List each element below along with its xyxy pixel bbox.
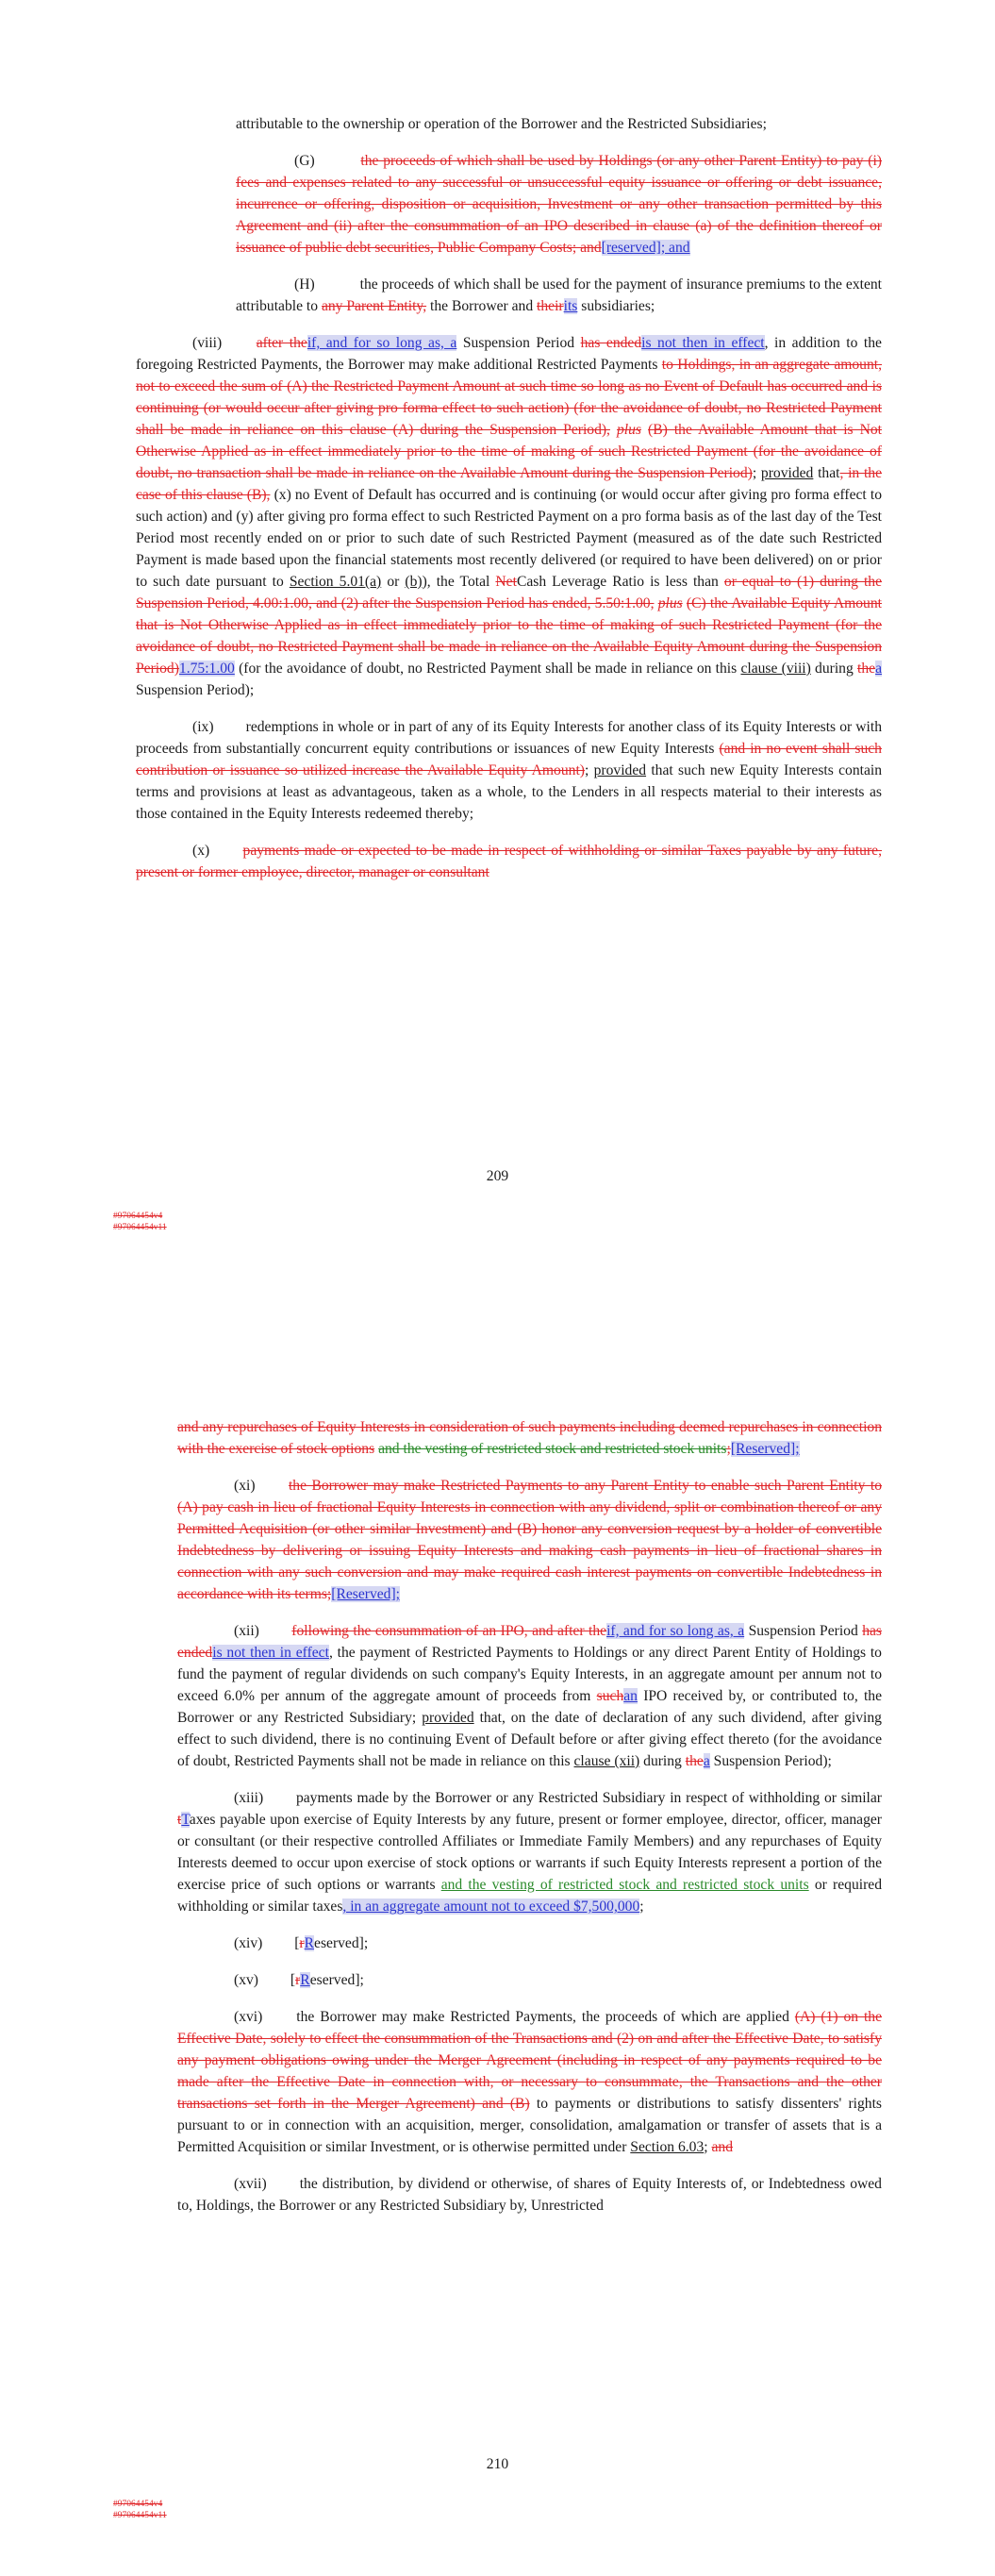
deleted-text: plus bbox=[617, 422, 641, 438]
clause-number: (viii) bbox=[192, 335, 223, 351]
text: that such new Equity Interests contain terms and provisions at least as advantageous, taken as a whole, to the Lenders in all respects material to their interests as those contained in the Equity Interests redeemed thereby; bbox=[136, 762, 883, 822]
text: the Borrower and bbox=[430, 298, 534, 314]
inserted-text: a bbox=[875, 661, 882, 677]
deleted-text: , in the case of this clause (B), bbox=[136, 465, 883, 503]
clause-number: (xvi) bbox=[234, 2009, 263, 2025]
deleted-text: t bbox=[177, 1812, 182, 1828]
defined-term: provided bbox=[422, 1710, 474, 1726]
inserted-text: R bbox=[304, 1935, 315, 1951]
deleted-text: (B) the Available Amount that is Not Otherwise Applied as in effect immediately prior to the time of making of such Restricted Payment (for the avoidance of doubt, no transaction shall be made in reliance on the Available Amount during the Suspension Period) bbox=[136, 422, 882, 481]
deleted-text: the Borrower may make Restricted Payments to any Parent Entity to enable such Parent Entity to (A) pay cash in lieu of fractional Equity Interests in connection with any dividend, split or combination thereof or any Permitted Acquisition (or other similar Investment) and (B) honor any conversion request by a holder of convertible Indebtedness by delivering or issuing Equity Interests and making cash payments in lieu of fractional shares in connection with any such conversion and may make required cash interest payments on convertible Indebtedness in accordance with its terms; bbox=[177, 1478, 882, 1602]
text: the proceeds of which shall be used for the payment of insurance premiums to the extent attributable to bbox=[236, 276, 882, 314]
deleted-text: r bbox=[299, 1935, 305, 1951]
document-footer bbox=[113, 2499, 167, 2521]
inserted-text: 1.75:1.00 bbox=[178, 661, 235, 677]
clause-xvi bbox=[177, 2006, 882, 2158]
text: Cash Leverage Ratio is less than bbox=[516, 574, 719, 590]
text: Suspension Period bbox=[462, 335, 575, 351]
paragraph-top bbox=[236, 113, 882, 135]
footer-line: #97064454v11 bbox=[113, 1223, 167, 1232]
text: [ bbox=[290, 1972, 296, 1988]
deleted-text: (C) the Available Equity Amount that is Not Otherwise Applied as in effect immediately prior to the time of making of such Restricted Payment (for the avoidance of doubt, no Restricted Payment shall be made in reliance on the Available Equity Amount during the Suspension Period) bbox=[136, 595, 882, 677]
moved-text: and the vesting of restricted stock and restricted stock units bbox=[440, 1877, 809, 1893]
text: ), the Total bbox=[422, 574, 490, 590]
inserted-text: is not then in effect bbox=[641, 335, 765, 351]
deleted-text: Net bbox=[495, 574, 517, 590]
clause-reference: clause (xii) bbox=[573, 1753, 640, 1769]
inserted-text: [Reserved]; bbox=[730, 1441, 800, 1457]
deleted-text: and bbox=[711, 2139, 734, 2155]
deleted-text: their bbox=[537, 298, 564, 314]
clause-number: (ix) bbox=[192, 719, 214, 735]
defined-term: provided bbox=[760, 465, 814, 481]
document-footer bbox=[113, 1211, 167, 1233]
inserted-text: if, and for so long as, a bbox=[307, 335, 457, 351]
text: axes payable upon exercise of Equity Interests by any future, present or former employee, director, officer, manager or consultant (or their respective controlled Affiliates or Immediate Family Members) and any repurchases of Equity Interests deemed to occur upon exercise of stock options or warrants if such Equity Interests represent a portion of the exercise price of such options or warrants bbox=[177, 1812, 882, 1893]
clause-xvii bbox=[177, 2173, 882, 2216]
text: Suspension Period); bbox=[713, 1753, 832, 1769]
deleted-text: or equal to (1) during the Suspension Period, 4.00:1.00, and (2) after the Suspension Period has ended, 5.50:1.00, bbox=[136, 574, 882, 611]
deleted-text: such bbox=[596, 1688, 624, 1704]
inserted-text: is not then in effect bbox=[212, 1645, 329, 1661]
clause-G bbox=[236, 150, 882, 259]
footer-line: #97064454v4 bbox=[113, 2500, 163, 2509]
deleted-text: payments made or expected to be made in respect of withholding or similar Taxes payable by any future, present or former employee, director, manager or consultant bbox=[136, 843, 882, 880]
clause-number: (xii) bbox=[234, 1623, 259, 1639]
text: attributable to the ownership or operation of the Borrower and the Restricted Subsidiaries; bbox=[236, 116, 767, 132]
text: IPO received by, or contributed to, the Borrower or any Restricted Subsidiary; bbox=[177, 1688, 882, 1726]
inserted-text: an bbox=[623, 1688, 638, 1704]
text: eserved]; bbox=[314, 1935, 369, 1951]
clause-xii bbox=[177, 1620, 882, 1772]
section-reference: Section 6.03 bbox=[630, 2139, 705, 2155]
clause-viii bbox=[136, 332, 882, 701]
deleted-text: (A) (1) on the Effective Date, solely to effect the consummation of the Transactions and (2) on and after the Effective Date, to satisfy any payment obligations owing under the Merger Agreement (including in respect of any payments required to be made after the Effective Date in connection with, or necessary to consummate, the Transactions and the other transactions set forth in the Merger Agreement) and (B) bbox=[177, 2009, 883, 2112]
deleted-text: after the bbox=[256, 335, 307, 351]
clause-xv bbox=[177, 1969, 882, 1991]
deleted-text: to Holdings, in an aggregate amount, not to exceed the sum of (A) the Restricted Payment Amount at such time so long as no Event of Default has occurred and is continuing (or would occur after giving pro forma effect to such action) (for the avoidance of doubt, no Restricted Payment shall be made in reliance on this clause (A) during the Suspension Period), bbox=[136, 357, 883, 438]
page-210 bbox=[0, 1288, 995, 2576]
clause-reference: clause (viii) bbox=[740, 661, 811, 677]
text: that, on the date of declaration of any such dividend, after giving effect to such dividend, there is no continuing Event of Default before or after giving effect thereto (for the avoidance of doubt, Restricted Payments shall not be made in reliance on this bbox=[177, 1710, 882, 1769]
text: during bbox=[815, 661, 854, 677]
deleted-text: ; bbox=[726, 1441, 731, 1457]
clause-number: (xiv) bbox=[234, 1935, 263, 1951]
clause-number: (xiii) bbox=[234, 1790, 264, 1806]
text: or bbox=[387, 574, 400, 590]
text: during bbox=[643, 1753, 682, 1769]
text: [ bbox=[294, 1935, 300, 1951]
moved-text: and the vesting of restricted stock and restricted stock units bbox=[378, 1441, 727, 1457]
deleted-text: the bbox=[685, 1753, 704, 1769]
clause-number: (xv) bbox=[234, 1972, 258, 1988]
clause-ix bbox=[136, 716, 882, 825]
deleted-text: any Parent Entity, bbox=[321, 298, 427, 314]
text: Suspension Period bbox=[748, 1623, 858, 1639]
page-number: 210 bbox=[486, 2456, 509, 2472]
text: payments made by the Borrower or any Restricted Subsidiary in respect of withholding or similar bbox=[295, 1790, 883, 1806]
section-reference: (b) bbox=[405, 574, 423, 590]
inserted-text: R bbox=[300, 1972, 310, 1988]
clause-number: (x) bbox=[192, 843, 210, 859]
inserted-text: , in an aggregate amount not to exceed $7,500,000 bbox=[342, 1899, 640, 1915]
deleted-text: the proceeds of which shall be used by Holdings (or any other Parent Entity) to pay (i) fees and expenses related to any successful or unsuccessful equity issuance or offering or debt issuance, incurrence or offering, disposition or acquisition, Investment or any other transaction permitted by this Agreement and (ii) after the consummation of an IPO described in clause (a) of the definition thereof or issuance of public debt securities, Public Company Costs; and bbox=[236, 153, 882, 256]
clause-xiv bbox=[177, 1932, 882, 1954]
defined-term: provided bbox=[593, 762, 647, 778]
clause-x bbox=[136, 840, 882, 883]
text: subsidiaries; bbox=[581, 298, 655, 314]
clause-xiii bbox=[177, 1787, 882, 1917]
deleted-text: has ended bbox=[580, 335, 642, 351]
clause-xi bbox=[177, 1475, 882, 1605]
deleted-text: has ended bbox=[177, 1623, 882, 1661]
clause-number: (H) bbox=[294, 276, 315, 293]
footer-line: #97064454v4 bbox=[113, 1212, 163, 1221]
clause-number: (G) bbox=[294, 153, 315, 169]
text: ; bbox=[584, 762, 589, 778]
deleted-text: and any repurchases of Equity Interests in consideration of such payments including deemed repurchases in connection with the exercise of stock options bbox=[177, 1419, 882, 1457]
clause-number: (xi) bbox=[234, 1478, 256, 1494]
text: the Borrower may make Restricted Payments, the proceeds of which are applied bbox=[296, 2009, 789, 2025]
text: eserved]; bbox=[309, 1972, 364, 1988]
inserted-text: T bbox=[181, 1812, 190, 1828]
footer-line: #97064454v11 bbox=[113, 2511, 167, 2520]
clause-number: (xvii) bbox=[234, 2176, 267, 2192]
text: to payments or distributions to satisfy dissenters' rights pursuant to or in connection with an acquisition, merger, consolidation, amalgamation or transfer of assets that is a Permitted Acquisition or similar Investment, or is otherwise permitted under bbox=[177, 2096, 882, 2155]
text: , in addition to the foregoing Restricted Payments, the Borrower may make additional Restricted Payments bbox=[136, 335, 882, 373]
inserted-text: if, and for so long as, a bbox=[606, 1623, 745, 1639]
deleted-text: plus bbox=[657, 595, 683, 611]
deleted-text: (and in no event shall such contribution or issuance so utilized increase the Available Equity Amount) bbox=[136, 741, 882, 778]
text: (for the avoidance of doubt, no Restricted Payment shall be made in reliance on this bbox=[239, 661, 738, 677]
text: , the payment of Restricted Payments to Holdings or any direct Parent Entity of Holdings to fund the payment of regular dividends on such company's Equity Interests, in an aggregate amount per annum not to exceed 6.0% per annum of the aggregate amount of proceeds from bbox=[177, 1645, 882, 1704]
text: ; bbox=[639, 1899, 644, 1915]
deleted-text: the bbox=[857, 661, 876, 677]
text: that bbox=[818, 465, 840, 481]
text: ; bbox=[752, 465, 757, 481]
deleted-text: following the consummation of an IPO, and after the bbox=[291, 1623, 607, 1639]
text: the distribution, by dividend or otherwise, of shares of Equity Interests of, or Indebtedness owed to, Holdings, the Borrower or any Restricted Subsidiary by, Unrestricted bbox=[177, 2176, 882, 2214]
text: Suspension Period); bbox=[136, 682, 255, 698]
clause-H bbox=[236, 274, 882, 317]
text: or required withholding or similar taxes bbox=[177, 1877, 882, 1915]
inserted-text: [Reserved]; bbox=[331, 1586, 400, 1602]
inserted-text: its bbox=[563, 298, 578, 314]
inserted-text: a bbox=[703, 1753, 710, 1769]
text: redemptions in whole or in part of any of its Equity Interests for another class of its Equity Interests or with proceeds from substantially concurrent equity contributions or issuances of new Equity Interests bbox=[136, 719, 882, 757]
deleted-text: r bbox=[295, 1972, 301, 1988]
text: ; bbox=[704, 2139, 708, 2155]
inserted-text: [reserved]; and bbox=[601, 240, 690, 256]
section-reference: Section 5.01(a) bbox=[289, 574, 382, 590]
text: (x) no Event of Default has occurred and is continuing (or would occur after giving pro forma effect to such action) and (y) after giving pro forma effect to such Restricted Payment on a pro forma basis as of the last day of the Test Period most recently ended on or prior to such date of such Restricted Payment (measured as of the date such Restricted Payment is made based upon the financial statements most recently delivered (or required to have been delivered) on or prior to such date pursuant to bbox=[136, 487, 882, 590]
page-number: 209 bbox=[486, 1168, 509, 1184]
clause-x-continued bbox=[177, 1416, 882, 1460]
